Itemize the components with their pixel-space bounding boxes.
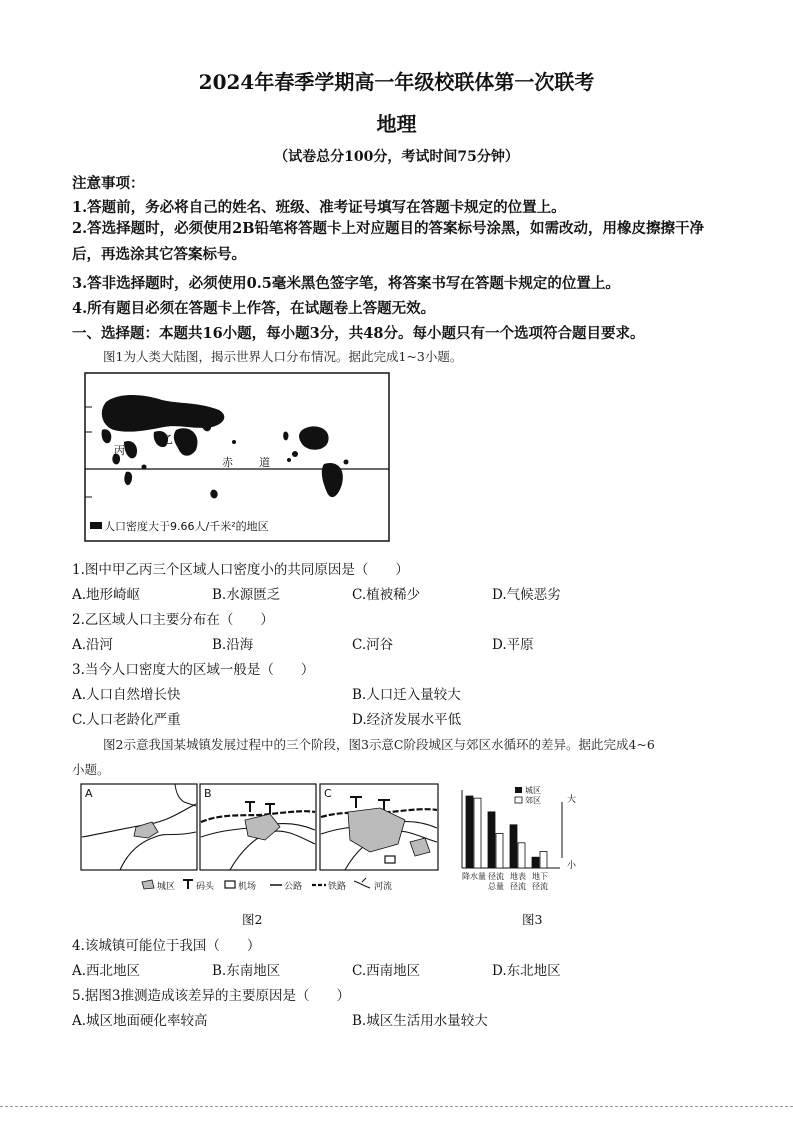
exam-title: 2024年春季学期高一年级校联体第一次联考: [198, 70, 595, 94]
legend-river: 河流: [374, 882, 393, 892]
note-item-1: 1.答题前，务必将自己的姓名、班级、准考证号填写在答题卡规定的位置上。: [72, 199, 566, 216]
equator-label-2: 道: [259, 456, 270, 469]
figure2-intro-line2: 小题。: [72, 762, 110, 777]
question-1: 1.图中甲乙丙三个区域人口密度小的共同原因是（ ）: [72, 562, 409, 578]
notes-heading: 注意事项：: [72, 175, 145, 192]
figure2-panel-a: [81, 784, 197, 870]
panel-a-label: A: [85, 787, 93, 800]
figure1-legend: 人口密度大于9.66人/千米²的地区: [104, 520, 269, 533]
figure1-intro: 图1为人类大陆图，揭示世界人口分布情况。据此完成1~3小题。: [103, 349, 463, 364]
figure2-panel-c: [320, 784, 438, 870]
question-2: 2.乙区域人口主要分布在（ ）: [72, 612, 274, 628]
page-bottom-rule: [0, 1106, 793, 1107]
label-bing: 丙: [114, 444, 125, 457]
legend-urban: 城区: [157, 882, 176, 892]
bar-城区-径流总量: [488, 812, 495, 868]
section-heading: 一、选择题：本题共16小题，每小题3分，共48分。每小题只有一个选项符合题目要求。: [72, 325, 645, 342]
q2-option-d: D.平原: [492, 637, 534, 653]
bar-城区-降水量: [466, 796, 473, 868]
question-5: 5.据图3推测造成该差异的主要原因是（ ）: [72, 988, 350, 1004]
legend-urban-swatch: [515, 787, 522, 793]
q1-option-b: B.水源匮乏: [212, 587, 281, 603]
note-item-3: 3.答非选择题时，必须使用0.5毫米黑色签字笔，将答案书写在答题卡规定的位置上。: [72, 275, 620, 292]
q1-option-d: D.气候恶劣: [492, 587, 561, 603]
legend-railway: 铁路: [328, 882, 347, 892]
category-label-3-1: 径流: [532, 882, 548, 891]
panel-c-label: C: [324, 787, 332, 800]
figure2-town-stages: [80, 782, 442, 896]
q4-option-a: A.西北地区: [72, 963, 141, 979]
equator-label-1: 赤: [222, 456, 233, 469]
figure2-intro-line1: 图2示意我国某城镇发展过程中的三个阶段，图3示意C阶段城区与郊区水循环的差异。据此完成4~6: [103, 737, 655, 752]
figure3-bars: [466, 796, 547, 868]
category-label-1-1: 总量: [488, 882, 504, 891]
category-label-3-0: 地下: [532, 872, 548, 881]
bar-郊区-地下径流: [540, 851, 547, 868]
q4-option-c: C.西南地区: [352, 963, 421, 979]
q5-option-a: A.城区地面硬化率较高: [72, 1013, 208, 1029]
q1-option-c: C.植被稀少: [352, 587, 421, 603]
legend-suburb-swatch: [515, 797, 522, 803]
legend-airport: 机场: [238, 882, 257, 892]
q2-option-b: B.沿海: [212, 637, 254, 653]
bar-城区-地下径流: [532, 857, 539, 868]
legend-dock: 码头: [196, 882, 215, 892]
category-label-0-0: 降水量: [462, 872, 486, 881]
category-label-2-1: 径流: [510, 882, 526, 891]
question-3: 3.当今人口密度大的区域一般是（ ）: [72, 662, 315, 678]
q5-option-b: B.城区生活用水量较大: [352, 1013, 488, 1029]
legend-swatch: [90, 522, 102, 529]
q3-option-c: C.人口老龄化严重: [72, 712, 181, 728]
figure1-population-map: [84, 372, 390, 542]
note-item-4: 4.所有题目必须在答题卡上作答，在试题卷上答题无效。: [72, 300, 436, 317]
legend-suburb-label: 郊区: [525, 796, 541, 805]
legend-urban-label: 城区: [525, 786, 541, 795]
label-jia: 甲: [324, 464, 335, 477]
q4-option-d: D.东北地区: [492, 963, 561, 979]
bar-郊区-地表径流: [518, 843, 525, 868]
q3-option-b: B.人口迁入量较大: [352, 687, 461, 703]
note-item-2: 2.答选择题时，必须使用2B铅笔将答题卡上对应题目的答案标号涂黑，如需改动，用橡皮擦擦干净后，再选涂其它答案标号。: [72, 220, 704, 263]
bar-郊区-径流总量: [496, 833, 503, 868]
q3-option-a: A.人口自然增长快: [72, 687, 181, 703]
category-label-1-0: 径流: [488, 872, 504, 881]
axis-top-label: 大: [567, 795, 577, 805]
figure2-legend: [142, 878, 392, 892]
subject-title: 地理: [376, 112, 417, 136]
figure3-water-cycle-chart: [458, 782, 588, 897]
q2-option-c: C.河谷: [352, 637, 394, 653]
legend-road: 公路: [284, 882, 303, 892]
bar-城区-地表径流: [510, 825, 517, 868]
figure2-panel-b: [200, 784, 316, 870]
label-yi: 乙: [162, 433, 173, 446]
panel-b-label: B: [204, 787, 212, 800]
figure2-caption: 图2: [242, 912, 263, 927]
exam-info: （试卷总分100分，考试时间75分钟）: [274, 149, 519, 165]
figure3-caption: 图3: [522, 912, 543, 927]
figure3-category-labels: [462, 871, 548, 891]
category-label-2-0: 地表: [510, 872, 526, 881]
axis-bottom-label: 小: [567, 861, 577, 871]
q1-option-a: A.地形崎岖: [72, 587, 141, 603]
question-4: 4.该城镇可能位于我国（ ）: [72, 938, 261, 954]
q2-option-a: A.沿河: [72, 637, 114, 653]
q3-option-d: D.经济发展水平低: [352, 712, 462, 728]
q4-option-b: B.东南地区: [212, 963, 281, 979]
bar-郊区-降水量: [474, 798, 481, 868]
